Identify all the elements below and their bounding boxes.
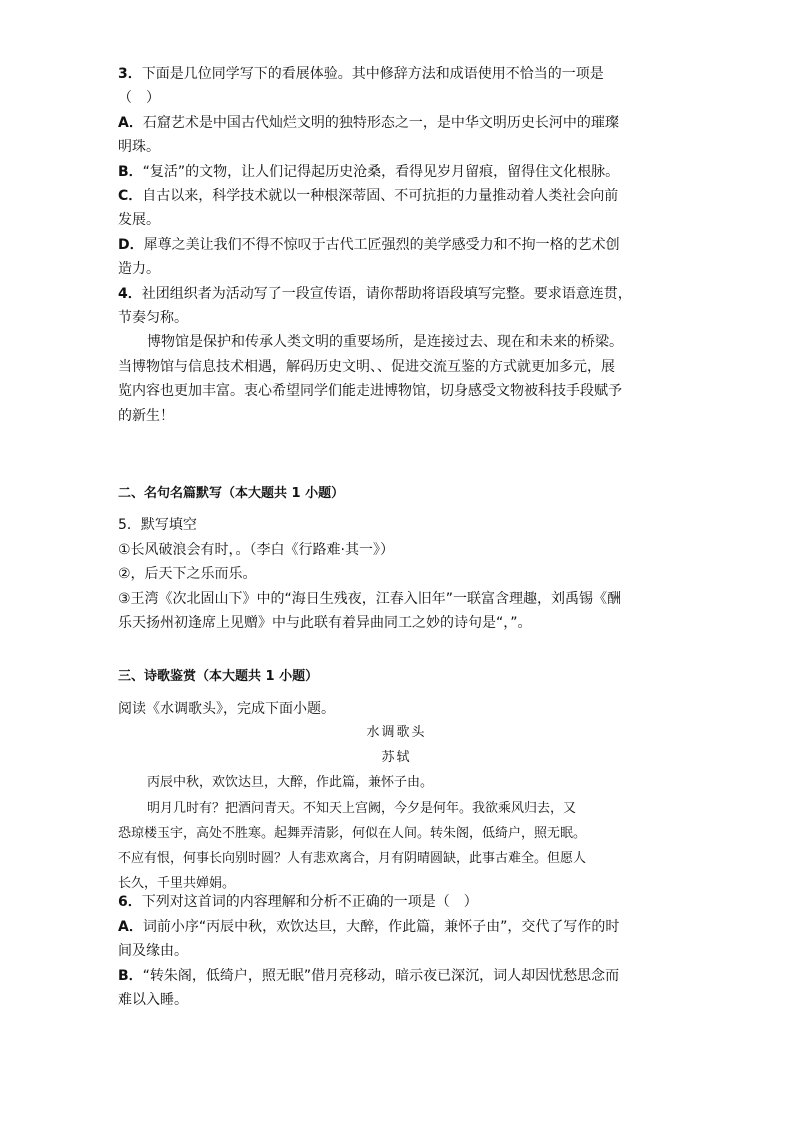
q6-stem-text: 下列对这首词的内容理解和分析不正确的一项是（ ） — [141, 894, 478, 910]
option-text: 自古以来，科学技术就以一种根深蒂固、不可抗拒的力量推动着人类社会向前 — [142, 188, 619, 204]
q6-option-b — [118, 964, 619, 988]
q4-stem-text: 社团组织者为活动写了一段宣传语，请你帮助将语段填写完整。要求语意连贯， — [141, 286, 632, 302]
q4-passage-line: 览内容也更加丰富。衷心希望同学们能走进博物馆，切身感受文物被科技手段赋予 — [118, 383, 622, 399]
poem-preface: 丙辰中秋，欢饮达旦，大醉，作此篇，兼怀子由。 — [147, 775, 434, 790]
q3-option-a — [118, 111, 619, 135]
option-text: 犀尊之美让我们不得不惊叹于古代工匠强烈的美学感受力和不拘一格的艺术创 — [143, 237, 620, 253]
q6-stem — [118, 890, 478, 914]
q3-option-d — [118, 233, 620, 257]
q6-option-a — [118, 915, 619, 939]
option-letter: D． — [118, 237, 144, 253]
option-text: 词前小序“丙辰中秋，欢饮达旦，大醉，作此篇，兼怀子由”，交代了写作的时 — [142, 919, 620, 935]
q4-passage-line: 当博物馆与信息技术相遇，解码历史文明、、促进交流互鉴的方式就更加多元，展 — [118, 359, 615, 375]
q3-stem — [118, 62, 604, 86]
reading-intro: 阅读《水调歌头》，完成下面小题。 — [118, 701, 335, 717]
poem-line: 不应有恨，何事长向别时圆？人有悲欢离合，月有阴晴圆缺，此事古难全。但愿人 — [118, 851, 587, 866]
q4-number: 4． — [118, 286, 142, 302]
q3-option-d-cont: 造力。 — [118, 261, 160, 277]
option-letter: C． — [118, 188, 143, 204]
q3-option-c-cont: 发展。 — [118, 212, 160, 228]
poem-line: 明月几时有？把酒问青天。不知天上宫阙，今夕是何年。我欲乘风归去，又 — [147, 801, 577, 816]
q5-item-3: ③王湾《次北固山下》中的“海日生残夜，江春入旧年”一联富含理趣，刘禹锡《酬 — [118, 591, 622, 607]
option-letter: A． — [118, 919, 143, 935]
poem-title: 水调歌头 — [366, 725, 427, 740]
poem-line: 长久，千里共婵娟。 — [118, 876, 236, 891]
option-text: “复活”的文物，让人们记得起历史沧桑，看得见岁月留痕，留得住文化根脉。 — [142, 164, 620, 180]
section-3-heading: 三、诗歌鉴赏（本大题共 1 小题） — [118, 669, 319, 684]
q5-item-1: ①长风破浪会有时，。（李白《行路难·其一》） — [118, 542, 394, 558]
q6-option-a-cont: 间及缘由。 — [118, 943, 188, 959]
q5-stem: 5．默写填空 — [118, 517, 197, 533]
option-text: 石窟艺术是中国古代灿烂文明的独特形态之一，是中华文明历史长河中的璀璨 — [142, 115, 619, 131]
q3-paren: （ ） — [118, 90, 160, 106]
option-letter: B． — [118, 968, 143, 984]
poem-author: 苏轼 — [381, 750, 412, 765]
q5-item-3-cont: 乐天扬州初逢席上见赠》中与此联有着异曲同工之妙的诗句是“，”。 — [118, 615, 532, 631]
q3-option-c — [118, 184, 618, 208]
q3-option-a-cont: 明珠。 — [118, 139, 160, 155]
section-2-heading: 二、名句名篇默写（本大题共 1 小题） — [118, 486, 345, 501]
option-letter: A． — [118, 115, 143, 131]
poem-line: 恐琼楼玉宇，高处不胜寒。起舞弄清影，何似在人间。转朱阁，低绮户，照无眠。 — [118, 826, 587, 841]
q3-option-b — [118, 160, 619, 184]
q3-number: 3． — [118, 66, 142, 82]
q4-passage-line: 的新生！ — [118, 408, 174, 424]
q4-stem-cont: 节奏匀称。 — [118, 310, 188, 326]
option-text: “转朱阁，低绮户，照无眠”借月亮移动，暗示夜已深沉，词人却因忧愁思念而 — [142, 968, 620, 984]
q6-option-b-cont: 难以入睡。 — [118, 992, 188, 1008]
q4-stem — [118, 282, 632, 306]
q4-passage-line: 博物馆是保护和传承人类文明的重要场所，是连接过去、现在和未来的桥梁。 — [147, 334, 623, 350]
option-letter: B． — [118, 164, 143, 180]
q5-item-2: ②，后天下之乐而乐。 — [118, 566, 257, 582]
q3-stem-text: 下面是几位同学写下的看展体验。其中修辞方法和成语使用不恰当的一项是 — [141, 66, 604, 82]
q6-number: 6． — [118, 894, 142, 910]
